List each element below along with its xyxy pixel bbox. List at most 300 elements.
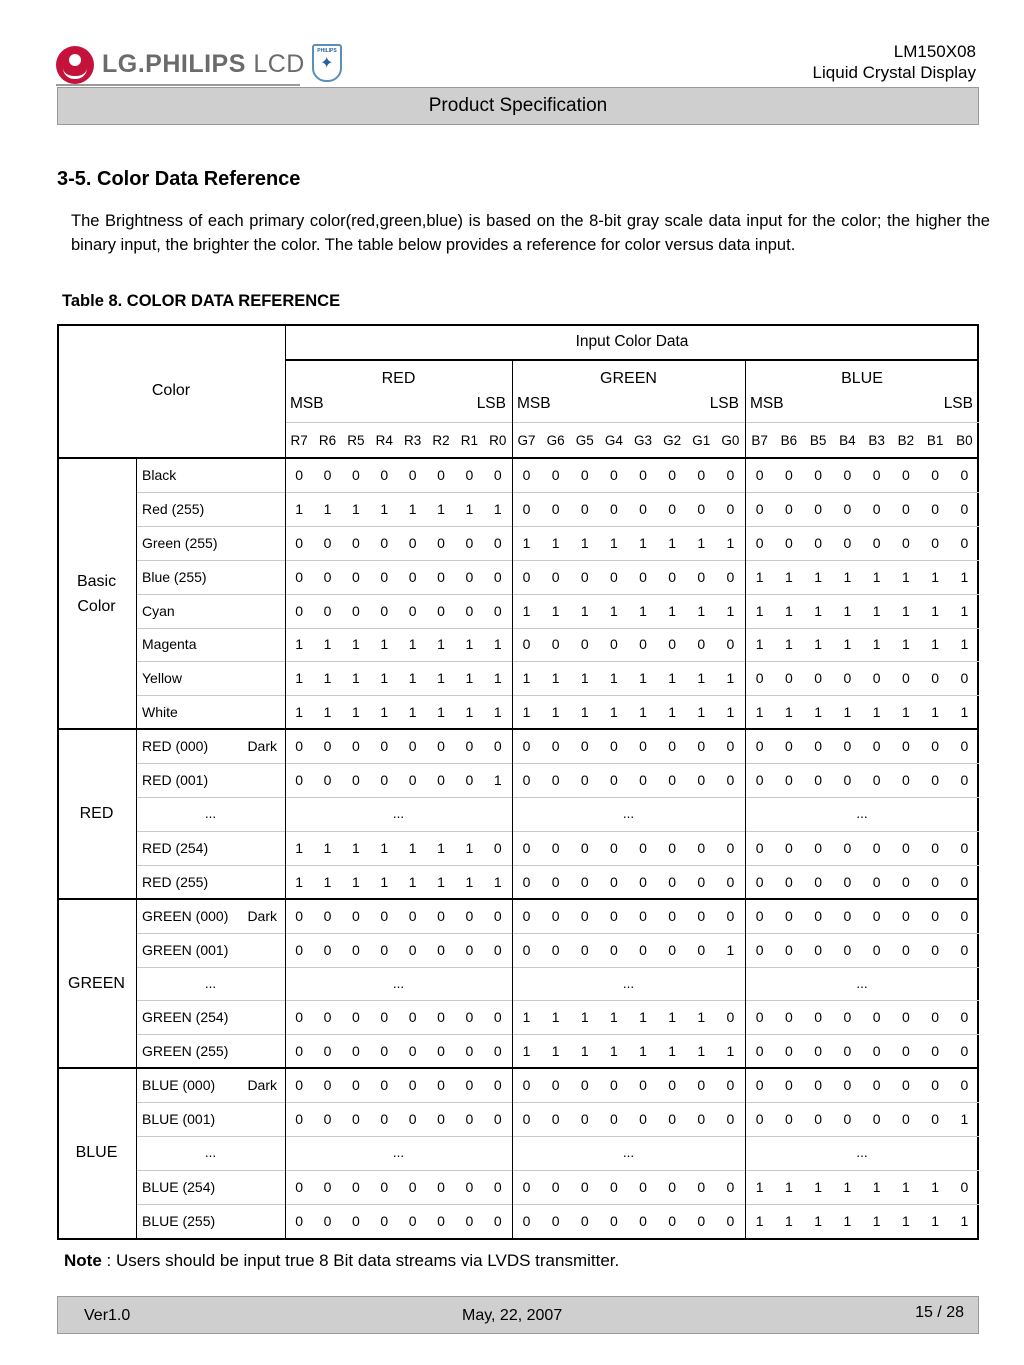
bit-value: 0 — [610, 636, 618, 653]
model-number: LM150X08 — [893, 42, 976, 61]
bit-value: 0 — [610, 1077, 618, 1094]
bits-ellipsis: ... — [392, 1145, 405, 1161]
footer-page-number: 15 / 28 — [915, 1304, 964, 1321]
bit-value: 0 — [323, 568, 332, 585]
bit-value: 0 — [522, 772, 531, 789]
bit-value: 0 — [380, 466, 389, 483]
bit-value: 1 — [295, 704, 304, 721]
bit-value: 0 — [295, 1043, 304, 1060]
bit-value: 1 — [872, 1212, 881, 1229]
intro-paragraph: The Brightness of each primary color(red,green,blue) is based on the 8-bit gray scale data input for the color; the higher the binary input, the brighter the color. The table below provides a reference for color versus data input. — [71, 212, 990, 254]
bit-value: 1 — [323, 670, 332, 687]
bit-value: 0 — [960, 839, 969, 856]
bit-value: 0 — [726, 466, 735, 483]
bit-value: 0 — [408, 772, 417, 789]
bit-value: 0 — [580, 1077, 589, 1094]
bit-value: 0 — [960, 738, 969, 755]
bit-value: 1 — [843, 602, 852, 619]
bit-value: 1 — [784, 602, 793, 619]
row-color-name: RED (254) — [142, 839, 209, 856]
row-color-name: Cyan — [142, 602, 175, 619]
row-ellipsis: ... — [204, 1145, 217, 1161]
bit-value: 0 — [352, 1178, 360, 1195]
bit-value: 1 — [408, 670, 417, 687]
bit-value: 0 — [726, 1111, 735, 1128]
bit-value: 1 — [814, 704, 823, 721]
bit-value: 0 — [408, 907, 417, 924]
bit-value: 1 — [814, 568, 823, 585]
note-text: : Users should be input true 8 Bit data streams via LVDS transmitter. — [101, 1251, 620, 1270]
bit-value: 0 — [668, 466, 677, 483]
bit-value: 0 — [784, 772, 793, 789]
bit-value: 0 — [843, 500, 852, 517]
bit-value: 1 — [437, 500, 445, 517]
bit-value: 1 — [295, 636, 304, 653]
bit-value: 1 — [726, 1043, 735, 1060]
bit-value: 0 — [639, 1077, 647, 1094]
bit-value: 1 — [931, 1212, 940, 1229]
bit-value: 0 — [814, 466, 823, 483]
bit-value: 1 — [755, 602, 764, 619]
bit-value: 1 — [610, 534, 618, 551]
bit-value: 0 — [931, 1043, 940, 1060]
document-type: Liquid Crystal Display — [812, 63, 976, 82]
bit-value: 0 — [323, 907, 332, 924]
bit-value: 0 — [931, 907, 940, 924]
msb-label: MSB — [290, 395, 324, 412]
bit-value: 0 — [639, 738, 647, 755]
bit-value: 0 — [668, 941, 677, 958]
footer-bar — [57, 1296, 979, 1334]
bit-value: 0 — [352, 602, 360, 619]
row-ellipsis: ... — [204, 806, 217, 822]
bit-value: 1 — [493, 500, 502, 517]
bit-value: 0 — [465, 1043, 474, 1060]
bit-value: 0 — [408, 602, 417, 619]
bit-value: 1 — [697, 1043, 706, 1060]
bit-value: 0 — [551, 466, 560, 483]
bit-value: 0 — [872, 1111, 881, 1128]
bit-value: 1 — [610, 602, 618, 619]
bit-value: 0 — [551, 772, 560, 789]
bit-value: 0 — [522, 839, 531, 856]
bit-value: 0 — [437, 907, 445, 924]
bit-value: 0 — [610, 941, 618, 958]
bit-value: 0 — [960, 941, 969, 958]
bit-value: 0 — [755, 500, 764, 517]
bit-value: 0 — [352, 738, 360, 755]
bit-value: 1 — [323, 839, 332, 856]
bit-value: 0 — [295, 772, 304, 789]
bit-header: B4 — [839, 432, 856, 448]
bit-value: 0 — [437, 534, 445, 551]
bit-value: 1 — [352, 704, 360, 721]
bit-value: 1 — [323, 636, 332, 653]
bit-value: 0 — [901, 941, 910, 958]
bit-value: 0 — [522, 466, 531, 483]
bit-value: 1 — [901, 602, 910, 619]
bit-value: 0 — [931, 670, 940, 687]
bit-value: 0 — [843, 534, 852, 551]
bit-value: 0 — [408, 466, 417, 483]
bit-value: 0 — [437, 602, 445, 619]
bit-value: 0 — [610, 1212, 618, 1229]
row-suffix-dark: Dark — [247, 1077, 277, 1094]
row-color-name: BLUE (255) — [142, 1212, 216, 1229]
bit-value: 0 — [610, 500, 618, 517]
bit-header: R5 — [347, 432, 365, 448]
bit-value: 0 — [755, 772, 764, 789]
bit-value: 0 — [668, 1111, 677, 1128]
bit-value: 0 — [639, 1178, 647, 1195]
bit-value: 0 — [901, 1043, 910, 1060]
bit-value: 0 — [323, 1111, 332, 1128]
bit-value: 0 — [610, 839, 618, 856]
channel-header-green: GREEN — [600, 370, 657, 387]
bit-value: 0 — [610, 466, 618, 483]
bit-value: 0 — [639, 1111, 647, 1128]
bit-value: 0 — [872, 1043, 881, 1060]
bit-value: 0 — [784, 1111, 793, 1128]
bit-value: 0 — [872, 839, 881, 856]
bit-value: 0 — [352, 1212, 360, 1229]
color-header: Color — [151, 382, 191, 399]
bit-value: 0 — [814, 839, 823, 856]
bit-value: 1 — [784, 1178, 793, 1195]
company-logo — [56, 44, 346, 86]
bit-value: 0 — [726, 772, 735, 789]
table-title: Table 8. COLOR DATA REFERENCE — [62, 292, 341, 310]
bit-value: 0 — [784, 534, 793, 551]
bit-value: 1 — [697, 1009, 706, 1026]
bit-value: 0 — [352, 1009, 360, 1026]
bit-value: 0 — [639, 907, 647, 924]
bit-value: 0 — [295, 738, 304, 755]
bit-value: 1 — [960, 1111, 969, 1128]
bit-value: 0 — [380, 602, 389, 619]
row-suffix-dark: Dark — [247, 738, 277, 755]
bit-value: 1 — [323, 500, 332, 517]
bit-value: 0 — [960, 670, 969, 687]
row-color-name: RED (001) — [142, 772, 209, 789]
bit-value: 0 — [755, 941, 764, 958]
bit-value: 1 — [295, 839, 304, 856]
bit-value: 0 — [668, 500, 677, 517]
bit-value: 0 — [668, 873, 677, 890]
bit-value: 0 — [697, 1077, 706, 1094]
bit-value: 1 — [814, 602, 823, 619]
msb-label: MSB — [517, 395, 551, 412]
bit-value: 1 — [726, 534, 735, 551]
row-color-name: Green (255) — [142, 534, 218, 551]
bit-value: 0 — [697, 636, 706, 653]
bit-value: 1 — [960, 568, 969, 585]
bit-value: 0 — [784, 941, 793, 958]
bit-value: 0 — [697, 1111, 706, 1128]
bit-value: 0 — [843, 907, 852, 924]
bit-value: 1 — [493, 670, 502, 687]
table-column-divider — [512, 359, 513, 1240]
bit-value: 0 — [408, 1111, 417, 1128]
bit-value: 0 — [755, 670, 764, 687]
bit-value: 0 — [901, 738, 910, 755]
bit-header: B0 — [956, 432, 973, 448]
bit-value: 0 — [931, 1077, 940, 1094]
bit-value: 0 — [901, 534, 910, 551]
bit-value: 0 — [408, 534, 417, 551]
bit-value: 1 — [610, 704, 618, 721]
bit-value: 1 — [668, 670, 677, 687]
bit-value: 0 — [755, 1077, 764, 1094]
bit-value: 1 — [437, 670, 445, 687]
bit-value: 1 — [814, 636, 823, 653]
bit-value: 1 — [551, 534, 560, 551]
bit-value: 0 — [522, 1212, 531, 1229]
group-label — [57, 458, 136, 729]
bit-value: 1 — [352, 839, 360, 856]
bit-value: 0 — [814, 1043, 823, 1060]
bit-value: 1 — [960, 602, 969, 619]
bit-value: 1 — [901, 1178, 910, 1195]
bit-value: 0 — [784, 839, 793, 856]
bit-header: R6 — [318, 432, 337, 448]
bit-value: 0 — [960, 1009, 969, 1026]
bit-value: 0 — [610, 738, 618, 755]
bit-value: 0 — [668, 1178, 677, 1195]
bit-value: 0 — [697, 907, 706, 924]
footer-date: May, 22, 2007 — [462, 1307, 563, 1324]
bit-value: 1 — [437, 839, 445, 856]
bit-value: 0 — [493, 466, 502, 483]
bit-value: 0 — [872, 670, 881, 687]
bit-value: 0 — [580, 839, 589, 856]
bit-value: 1 — [697, 670, 706, 687]
bit-value: 1 — [755, 1178, 764, 1195]
bit-value: 0 — [408, 1043, 417, 1060]
bit-value: 0 — [295, 568, 304, 585]
bit-value: 1 — [551, 1009, 560, 1026]
bit-value: 1 — [931, 1178, 940, 1195]
row-suffix-dark: Dark — [247, 907, 277, 924]
bit-value: 1 — [408, 704, 417, 721]
bit-value: 0 — [697, 1178, 706, 1195]
bit-value: 0 — [380, 1212, 389, 1229]
bit-value: 0 — [437, 1077, 445, 1094]
bit-value: 1 — [697, 534, 706, 551]
bit-value: 0 — [610, 1111, 618, 1128]
bit-value: 1 — [668, 534, 677, 551]
bit-value: 1 — [755, 704, 764, 721]
bit-value: 0 — [960, 907, 969, 924]
bit-value: 0 — [872, 1009, 881, 1026]
bit-value: 1 — [668, 602, 677, 619]
bit-value: 0 — [901, 466, 910, 483]
bit-value: 0 — [755, 873, 764, 890]
bit-value: 0 — [901, 772, 910, 789]
bit-value: 1 — [380, 500, 389, 517]
bit-value: 0 — [726, 873, 735, 890]
bit-value: 0 — [437, 772, 445, 789]
bit-value: 0 — [960, 873, 969, 890]
bit-value: 0 — [408, 941, 417, 958]
bit-value: 0 — [295, 1212, 304, 1229]
bit-value: 1 — [493, 772, 502, 789]
bit-value: 0 — [814, 500, 823, 517]
bit-value: 1 — [465, 839, 474, 856]
bit-value: 0 — [522, 1111, 531, 1128]
bit-value: 0 — [408, 1212, 417, 1229]
bit-value: 0 — [960, 1077, 969, 1094]
bit-value: 0 — [323, 1212, 332, 1229]
bit-value: 1 — [551, 1043, 560, 1060]
bit-value: 1 — [437, 704, 445, 721]
bit-value: 1 — [726, 704, 735, 721]
bit-value: 0 — [755, 738, 764, 755]
bit-value: 0 — [755, 907, 764, 924]
bit-value: 1 — [843, 636, 852, 653]
bit-value: 0 — [814, 873, 823, 890]
row-color-name: Black — [142, 466, 177, 483]
bit-value: 0 — [380, 1178, 389, 1195]
bit-header: R1 — [460, 432, 479, 448]
bit-value: 1 — [380, 670, 389, 687]
table-row-divider — [285, 359, 979, 361]
bit-header: G2 — [663, 432, 682, 448]
bit-value: 0 — [843, 772, 852, 789]
bit-header: G0 — [721, 432, 740, 448]
bit-value: 1 — [639, 1009, 647, 1026]
bit-value: 0 — [814, 1009, 823, 1026]
bit-value: 0 — [872, 738, 881, 755]
bit-value: 0 — [580, 873, 589, 890]
row-color-name: RED (000) — [142, 738, 209, 755]
lsb-label: LSB — [943, 395, 973, 412]
bit-value: 0 — [380, 534, 389, 551]
bit-value: 0 — [697, 466, 706, 483]
bit-value: 1 — [814, 1178, 823, 1195]
bit-value: 1 — [380, 704, 389, 721]
bit-value: 0 — [408, 568, 417, 585]
bit-value: 0 — [668, 738, 677, 755]
philips-shield-icon: PHILIPS ✦ — [312, 44, 342, 82]
bit-value: 0 — [323, 1043, 332, 1060]
bits-ellipsis: ... — [622, 806, 635, 822]
row-color-name: BLUE (254) — [142, 1178, 216, 1195]
bit-value: 0 — [522, 568, 531, 585]
bit-header: R0 — [489, 432, 507, 448]
bit-value: 1 — [639, 534, 647, 551]
bit-value: 0 — [726, 839, 735, 856]
table-column-divider — [745, 359, 746, 1240]
bit-value: 0 — [668, 839, 677, 856]
bit-value: 1 — [901, 568, 910, 585]
bit-value: 0 — [960, 772, 969, 789]
bit-value: 0 — [901, 500, 910, 517]
bits-ellipsis: ... — [622, 1145, 635, 1161]
bit-value: 0 — [295, 1178, 304, 1195]
bit-value: 1 — [639, 1043, 647, 1060]
bit-value: 0 — [901, 670, 910, 687]
bit-value: 0 — [352, 568, 360, 585]
bit-value: 0 — [295, 602, 304, 619]
bit-value: 1 — [465, 873, 474, 890]
bit-value: 0 — [493, 907, 502, 924]
bit-value: 0 — [697, 1212, 706, 1229]
bit-value: 1 — [295, 873, 304, 890]
bit-value: 0 — [931, 839, 940, 856]
bit-value: 0 — [323, 602, 332, 619]
bit-value: 0 — [843, 839, 852, 856]
bit-value: 0 — [668, 568, 677, 585]
bit-value: 1 — [465, 670, 474, 687]
bit-value: 0 — [295, 534, 304, 551]
bit-value: 0 — [522, 1077, 531, 1094]
bit-value: 0 — [639, 568, 647, 585]
bit-value: 1 — [465, 500, 474, 517]
note-label: Note — [64, 1251, 102, 1270]
row-color-name: GREEN (254) — [142, 1009, 229, 1026]
bit-value: 0 — [323, 534, 332, 551]
bit-value: 0 — [380, 1043, 389, 1060]
row-color-name: RED (255) — [142, 873, 209, 890]
bit-value: 0 — [931, 500, 940, 517]
bit-value: 0 — [784, 738, 793, 755]
bit-value: 1 — [580, 534, 589, 551]
bit-value: 0 — [931, 941, 940, 958]
bit-value: 0 — [784, 670, 793, 687]
bit-value: 0 — [551, 500, 560, 517]
msb-label: MSB — [750, 395, 784, 412]
bit-value: 0 — [551, 873, 560, 890]
bit-value: 1 — [843, 1212, 852, 1229]
bit-value: 0 — [408, 1077, 417, 1094]
bit-value: 1 — [522, 1009, 531, 1026]
bit-value: 1 — [580, 670, 589, 687]
bit-value: 0 — [843, 1077, 852, 1094]
bit-value: 1 — [380, 873, 389, 890]
bit-value: 0 — [493, 568, 502, 585]
bit-value: 0 — [380, 907, 389, 924]
bit-value: 1 — [697, 704, 706, 721]
bit-value: 0 — [610, 1178, 618, 1195]
bit-value: 0 — [551, 636, 560, 653]
bit-value: 0 — [639, 941, 647, 958]
group-label-line: RED — [79, 805, 114, 823]
bit-value: 1 — [872, 568, 881, 585]
bit-value: 0 — [465, 1212, 474, 1229]
row-color-name: Yellow — [142, 670, 182, 687]
bit-value: 1 — [872, 704, 881, 721]
footer-version: Ver1.0 — [84, 1307, 131, 1324]
bit-value: 1 — [522, 534, 531, 551]
bit-value: 1 — [639, 670, 647, 687]
bit-value: 0 — [960, 466, 969, 483]
bit-value: 0 — [380, 1077, 389, 1094]
bit-value: 1 — [493, 636, 502, 653]
input-color-data-header: Input Color Data — [575, 332, 689, 350]
bit-header: B7 — [751, 432, 768, 448]
bit-value: 1 — [784, 568, 793, 585]
table-row-divider — [285, 422, 979, 423]
bit-header: B1 — [926, 432, 944, 448]
bit-value: 0 — [726, 1009, 735, 1026]
bit-value: 0 — [639, 500, 647, 517]
bit-value: 0 — [352, 772, 360, 789]
bit-value: 0 — [493, 1009, 502, 1026]
bit-value: 0 — [639, 839, 647, 856]
bit-value: 0 — [295, 907, 304, 924]
bit-header: R3 — [404, 432, 422, 448]
